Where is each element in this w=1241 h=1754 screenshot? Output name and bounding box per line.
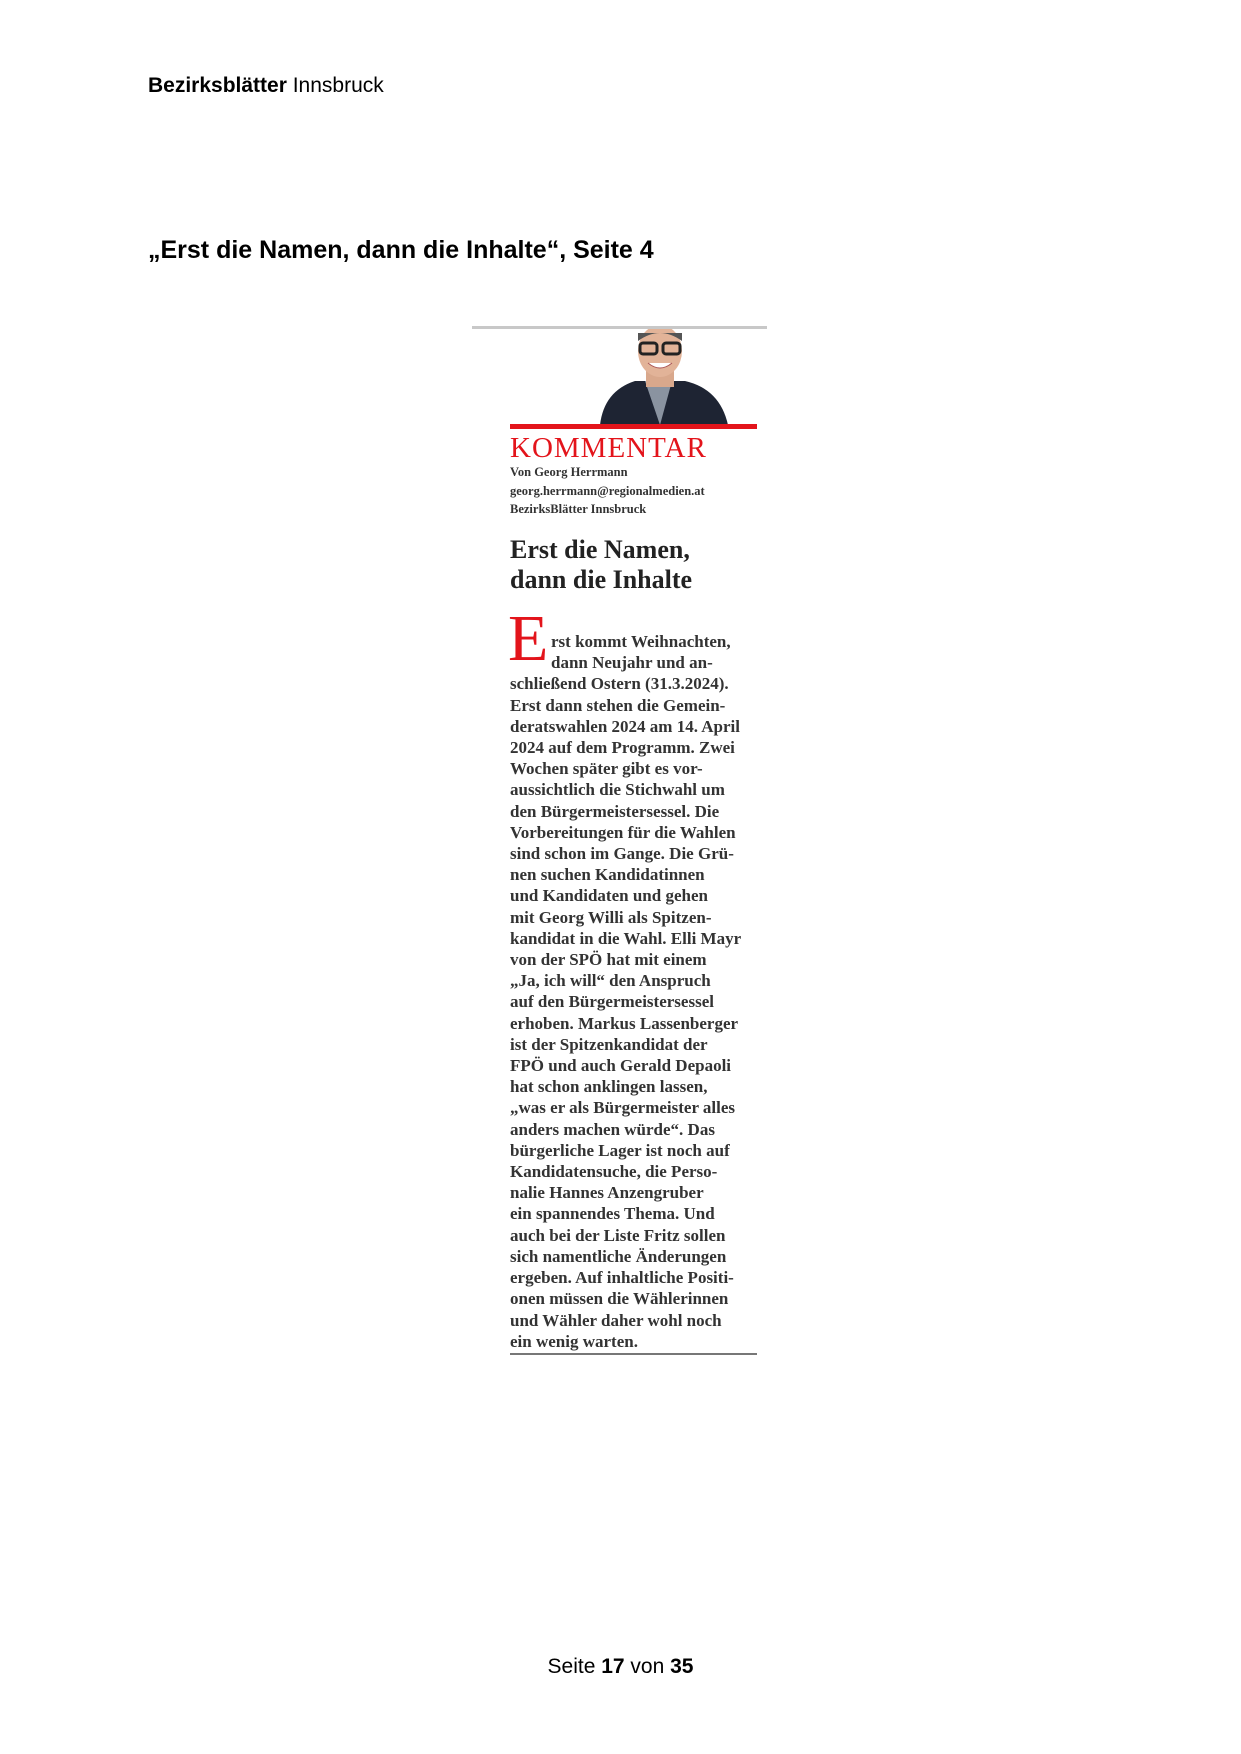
body-line: kandidat in die Wahl. Elli Mayr [510,928,742,948]
body-line: hat schon anklingen lassen, [510,1077,708,1097]
body-line: von der SPÖ hat mit einem [510,950,707,970]
body-line: sich namentliche Änderungen [510,1246,727,1266]
body-line: ein spannendes Thema. Und [510,1204,715,1224]
body-line: rst kommt Weihnachten, [551,632,731,651]
body-line: Vorbereitungen für die Wahlen [510,822,736,842]
body-line: 2024 auf dem Programm. Zwei [510,738,735,758]
section-rule [510,424,757,429]
body-line: mit Georg Willi als Spitzen- [510,907,712,927]
body-line: deratswahlen 2024 am 14. April [510,716,740,736]
body-line: Kandidatensuche, die Perso- [510,1162,718,1182]
body-line: onen müssen die Wählerinnen [510,1289,729,1309]
body-line: nen suchen Kandidatinnen [510,865,705,885]
headline-line: dann die Inhalte [510,565,693,594]
body-line: Erst dann stehen die Gemein- [510,695,726,715]
body-line: bürgerliche Lager ist noch auf [510,1140,730,1160]
page-footer [0,1655,1241,1679]
body-line: dann Neujahr und an- [551,653,713,673]
body-line: aussichtlich die Stichwahl um [510,780,725,800]
total-pages: 35 [670,1655,694,1678]
body-line: schließend Ostern (31.3.2024). [510,674,729,694]
publication-header [148,74,384,98]
body-line: nalie Hannes Anzengruber [510,1183,704,1203]
publication-name: Bezirksblätter [148,74,287,97]
footer-mid: von [624,1655,671,1678]
clipping-end-rule [510,1353,757,1355]
author-email: georg.herrmann@regionalmedien.at [510,483,705,498]
body-line: Wochen später gibt es vor- [510,759,703,779]
body-line: „Ja, ich will“ den Anspruch [510,971,711,991]
body-line: und Kandidaten und gehen [510,886,708,906]
body-line: ist der Spitzenkandidat der [510,1034,708,1054]
body-line: anders machen würde“. Das [510,1119,715,1139]
body-line: auf den Bürgermeistersessel [510,992,714,1012]
headline-line: Erst die Namen, [510,535,690,564]
drop-cap: E [508,602,549,675]
outlet-name: BezirksBlätter Innsbruck [510,502,647,516]
body-line: „was er als Bürgermeister alles [510,1098,736,1118]
clipping-headline [510,535,692,595]
body-line: den Bürgermeistersessel. Die [510,801,720,821]
publication-region: Innsbruck [286,74,384,97]
body-line: FPÖ und auch Gerald Depaoli [510,1056,732,1076]
current-page: 17 [601,1655,625,1678]
author-meta [510,463,705,519]
author-line: Von Georg Herrmann [510,465,628,479]
article-body [510,631,760,1352]
body-line: und Wähler daher wohl noch [510,1310,722,1330]
body-line: sind schon im Gange. Die Grü- [510,844,734,864]
section-label: KOMMENTAR [510,432,707,464]
body-line: ergeben. Auf inhaltliche Positi- [510,1268,734,1288]
body-line: auch bei der Liste Fritz sollen [510,1225,726,1245]
footer-prefix: Seite [547,1655,602,1678]
author-photo [590,329,730,425]
body-line: ein wenig warten. [510,1331,638,1351]
body-line: erhoben. Markus Lassenberger [510,1013,739,1033]
article-reference-title: „Erst die Namen, dann die Inhalte“, Seite 4 [148,236,654,264]
